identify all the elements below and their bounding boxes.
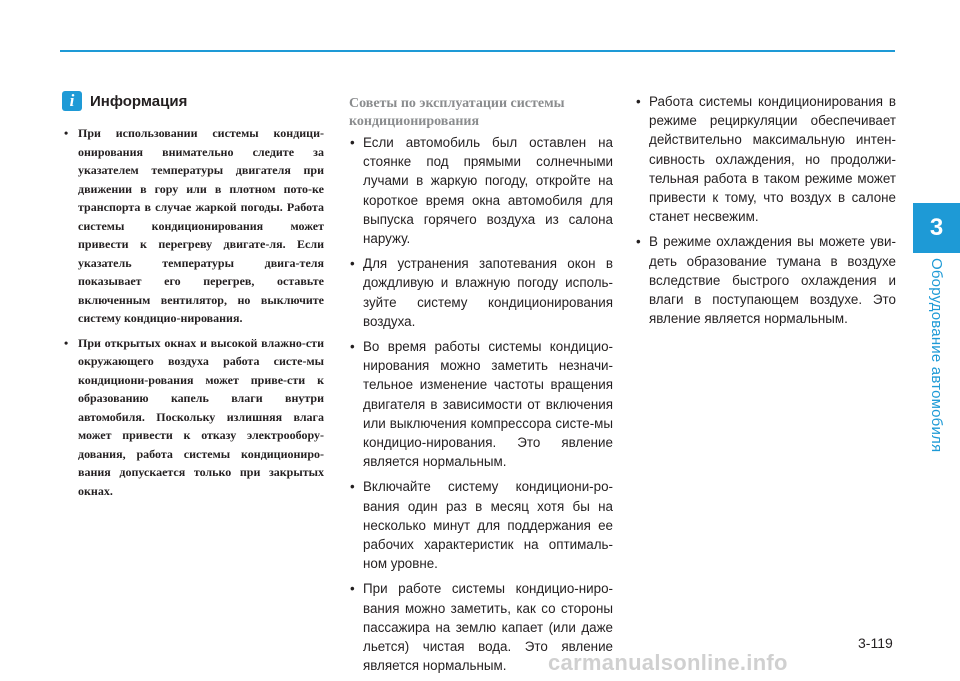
info-title: Информация: [90, 92, 188, 110]
chapter-number: 3: [929, 214, 944, 241]
info-icon: i: [62, 91, 82, 111]
tips-item: • При работе системы кондицио-ниро-вания можно заметить, как со стороны пассажира на землю капает (или даже льется) чистая вода. Это явление является нормальным.: [347, 579, 613, 675]
tips-item: • В режиме охлаждения вы можете уви-деть образование тумана в воздухе вследствие быстрого охлаждения и влаги в поступающем воздухе. Это явление является нормальным.: [633, 232, 896, 328]
page-number: 3-119: [858, 635, 893, 651]
info-item: • При использовании системы кондици-онирования внимательно следите за указателем температуры двигателя при движении в гору или в плотном пото-ке транспорта в случае жаркой погоды. Работа системы кондиционирования может привести к перегреву двигате-ля. Если указатель температуры двига-теля показывает его перегрев, оставьте включенным вентилятор, но выключите систему кондицио-нирования.: [62, 124, 324, 328]
tips-item: • Если автомобиль был оставлен на стоянке под прямыми солнечными лучами в жаркую погоду, откройте на короткое время окна автомобиля для выпуска горячего воздуха из салона наружу.: [347, 133, 613, 248]
tips-item: • Для устранения запотевания окон в дождливую и влажную погоду исполь-зуйте систему кондиционирования воздуха.: [347, 254, 613, 331]
header-rule: [60, 50, 895, 52]
chapter-tab: [913, 203, 960, 253]
info-item: • При открытых окнах и высокой влажно-сти окружающего воздуха работа систе-мы кондициони-рования может приве-сти к образованию капель влаги внутри автомобиля. Поскольку излишняя влага может привести к отказу электрообору-дования, работа системы кондициониро-вания допускается только при закрытых окнах.: [62, 334, 324, 501]
tips-item: • Включайте систему кондициони-ро-вания один раз в месяц хотя бы на несколько минут для поддержания ее рабочих характеристик на оптималь-ном уровне.: [347, 477, 613, 573]
info-list: [62, 124, 324, 506]
chapter-section-label: Оборудование автомобиля: [928, 258, 945, 453]
tips-list-continued: [633, 92, 896, 334]
tips-list: [347, 133, 613, 681]
watermark: carmanualsonline.info: [548, 650, 788, 675]
tips-title: Советы по эксплуатации системы кондиционирования: [349, 96, 565, 129]
info-header: [62, 91, 187, 111]
tips-item: • Работа системы кондиционирования в режиме рециркуляции обеспечивает действительно максимальную интен-сивность охлаждения, но продолжи-тельная работа в таком режиме может привести к тому, что воздух в салоне станет несвежим.: [633, 92, 896, 226]
tips-item: • Во время работы системы кондицио-нирования можно заметить незначи-тельное изменение частоты вращения двигателя в зависимости от включения или выключения компрессора систе-мы кондицио-нирования. Это явление является нормальным.: [347, 337, 613, 471]
